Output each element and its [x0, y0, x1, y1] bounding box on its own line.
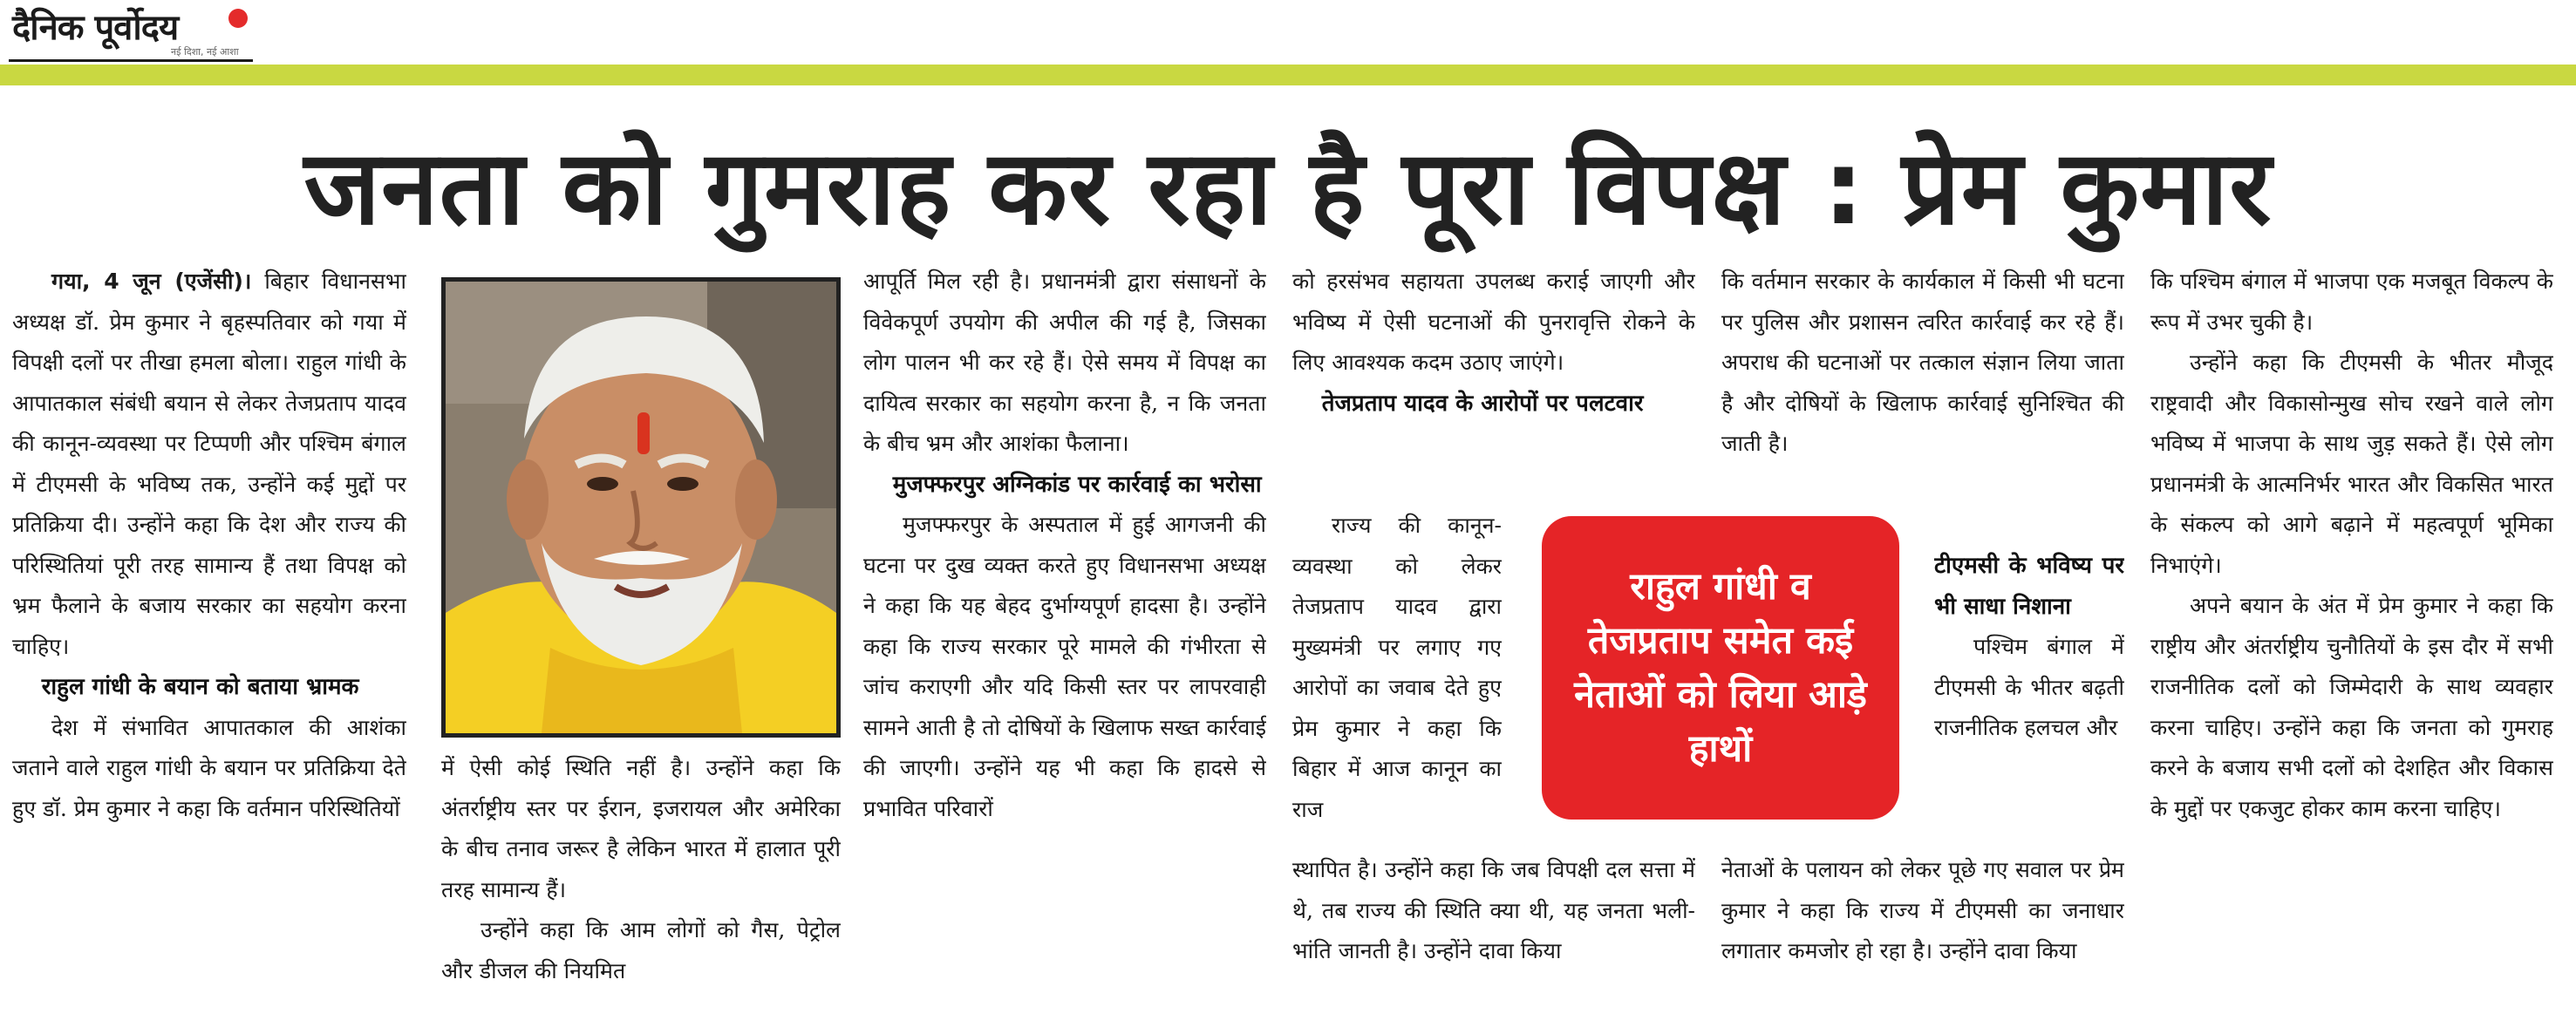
- article-paragraph: अपने बयान के अंत में प्रेम कुमार ने कहा कि राष्ट्रीय और अंतर्राष्ट्रीय चुनौतियों के इस दौर में सभी राजनीतिक दलों को जिम्मेदारी के साथ व्यवहार करना चाहिए। उन्होंने कहा कि जनता को गुमराह करने के बजाय सभी दलों को देशहित और विकास के मुद्दों पर एकजुट होकर काम करना चाहिए।: [2150, 593, 2553, 821]
- article-paragraph: गया, 4 जून (एजेंसी)। बिहार विधानसभा अध्यक्ष डॉ. प्रेम कुमार ने बृहस्पतिवार को गया में विपक्षी दलों पर तीखा हमला बोला। राहुल गांधी के आपातकाल संबंधी बयान से लेकर तेजप्रताप यादव की कानून-व्यवस्था पर टिप्पणी और पश्चिम बंगाल में टीएमसी के भविष्य तक, उन्होंने कई मुद्दों पर प्रतिक्रिया दी। उन्होंने कहा कि देश और राज्य की परिस्थितियां पूरी तरह सामान्य हैं तथा विपक्ष को भ्रम फैलाने के बजाय सरकार का सहयोग करना चाहिए।: [12, 269, 406, 659]
- article-column-6: [2150, 262, 2553, 1034]
- article-paragraph: कि पश्चिम बंगाल में भाजपा एक मजबूत विकल्प के रूप में उभर चुकी है।: [2150, 269, 2553, 335]
- subheading: मुजफ्फरपुर अग्निकांड पर कार्रवाई का भरोसा: [892, 471, 1262, 498]
- article-column-1: [12, 262, 406, 1034]
- article-paragraph: मुजफ्फरपुर के अस्पताल में हुई आगजनी की घटना पर दुख व्यक्त करते हुए विधानसभा अध्यक्ष ने कहा कि यह बेहद दुर्भाग्यपूर्ण हादसा है। उन्होंने कहा कि राज्य सरकार पूरे मामले की गंभीरता से जांच कराएगी और यदि किसी स्तर पर लापरवाही सामने आती है तो दोषियों के खिलाफ सख्त कार्रवाई की जाएगी। उन्होंने यह भी कहा कि हादसे से प्रभावित परिवारों: [863, 512, 1266, 821]
- masthead: [0, 0, 2576, 87]
- logo-underline: [9, 59, 253, 62]
- article-paragraph: उन्होंने कहा कि आम लोगों को गैस, पेट्रोल और डीजल की नियमित: [441, 917, 841, 983]
- newspaper-tagline: नई दिशा, नई आशा: [171, 46, 239, 58]
- subheading: टीएमसी के भविष्य पर भी साधा निशाना: [1934, 553, 2124, 620]
- speaker-photo: [441, 277, 841, 738]
- article-column-5-bottom: [1721, 850, 2124, 1034]
- article-column-4-bottom: [1292, 850, 1695, 1034]
- article-paragraph: देश में संभावित आपातकाल की आशंका जताने वाले राहुल गांधी के बयान पर प्रतिक्रिया देते हुए डॉ. प्रेम कुमार ने कहा कि वर्तमान परिस्थितियों: [12, 714, 406, 821]
- header-color-band: [0, 65, 2576, 85]
- article-paragraph: नेताओं के पलायन को लेकर पूछे गए सवाल पर प्रेम कुमार ने कहा कि राज्य में टीएमसी का जनाधार लगातार कमजोर हो रहा है। उन्होंने दावा किया: [1721, 857, 2124, 963]
- article-column-3: [863, 262, 1266, 1034]
- article-column-5-narrow: [1934, 546, 2124, 830]
- newspaper-logo: दैनिक पूर्वोदय: [12, 8, 179, 48]
- article-column-5-top: [1721, 262, 2124, 541]
- article-paragraph: राज्य की कानून-व्यवस्था को लेकर तेजप्रताप यादव द्वारा मुख्यमंत्री पर लगाए गए आरोपों का जवाब देते हुए प्रेम कुमार ने कहा कि बिहार में आज कानून का राज: [1292, 513, 1502, 822]
- logo-dot-icon: [228, 9, 248, 28]
- dateline: गया, 4 जून (एजेंसी)।: [51, 269, 252, 294]
- article-paragraph: पश्चिम बंगाल में टीएमसी के भीतर बढ़ती राजनीतिक हलचल और: [1934, 634, 2124, 740]
- article-headline: जनता को गुमराह कर रहा है पूरा विपक्ष : प्रेम कुमार: [303, 127, 2273, 248]
- article-paragraph: स्थापित है। उन्होंने कहा कि जब विपक्षी दल सत्ता में थे, तब राज्य की स्थिति क्या थी, यह जनता भली-भांति जानती है। उन्होंने दावा किया: [1292, 857, 1695, 963]
- article-paragraph: कि वर्तमान सरकार के कार्यकाल में किसी भी घटना पर पुलिस और प्रशासन त्वरित कार्रवाई कर रहे हैं। अपराध की घटनाओं पर तत्काल संज्ञान लिया जाता है और दोषियों के खिलाफ कार्रवाई सुनिश्चित की जाती है।: [1721, 269, 2124, 456]
- article-paragraph: आपूर्ति मिल रही है। प्रधानमंत्री द्वारा संसाधनों के विवेकपूर्ण उपयोग की अपील की गई है, जिसका लोग पालन भी कर रहे हैं। ऐसे समय में विपक्ष का दायित्व सरकार का सहयोग करना है, न कि जनता के बीच भ्रम और आशंका फैलाना।: [863, 269, 1266, 456]
- article-column-4-narrow: [1292, 506, 1502, 830]
- article-paragraph: में ऐसी कोई स्थिति नहीं है। उन्होंने कहा कि अंतर्राष्ट्रीय स्तर पर ईरान, इजरायल और अमेरिका के बीच तनाव जरूर है लेकिन भारत में हालात पूरी तरह सामान्य हैं।: [441, 755, 841, 902]
- pull-quote-box: [1542, 516, 1899, 820]
- subheading: तेजप्रताप यादव के आरोपों पर पलटवार: [1321, 390, 1644, 417]
- article-paragraph: उन्होंने कहा कि टीएमसी के भीतर मौजूद राष्ट्रवादी और विकासोन्मुख सोच रखने वाले लोग भविष्य में भाजपा के साथ जुड़ सकते हैं। ऐसे लोग प्रधानमंत्री के आत्मनिर्भर भारत और विकसित भारत के संकल्प को आगे बढ़ाने में महत्वपूर्ण भूमिका निभाएंगे।: [2150, 350, 2553, 578]
- article-column-2: [441, 748, 841, 1034]
- article-paragraph: को हरसंभव सहायता उपलब्ध कराई जाएगी और भविष्य में ऐसी घटनाओं की पुनरावृत्ति रोकने के लिए आवश्यक कदम उठाए जाएंगे।: [1292, 269, 1695, 375]
- article-column-4-top: [1292, 262, 1695, 506]
- pull-quote-text: राहुल गांधी व तेजप्रताप समेत कई नेताओं को लिया आड़े हाथों: [1574, 565, 1867, 771]
- portrait-illustration: [446, 282, 836, 733]
- subheading: राहुल गांधी के बयान को बताया भ्रामक: [41, 674, 359, 700]
